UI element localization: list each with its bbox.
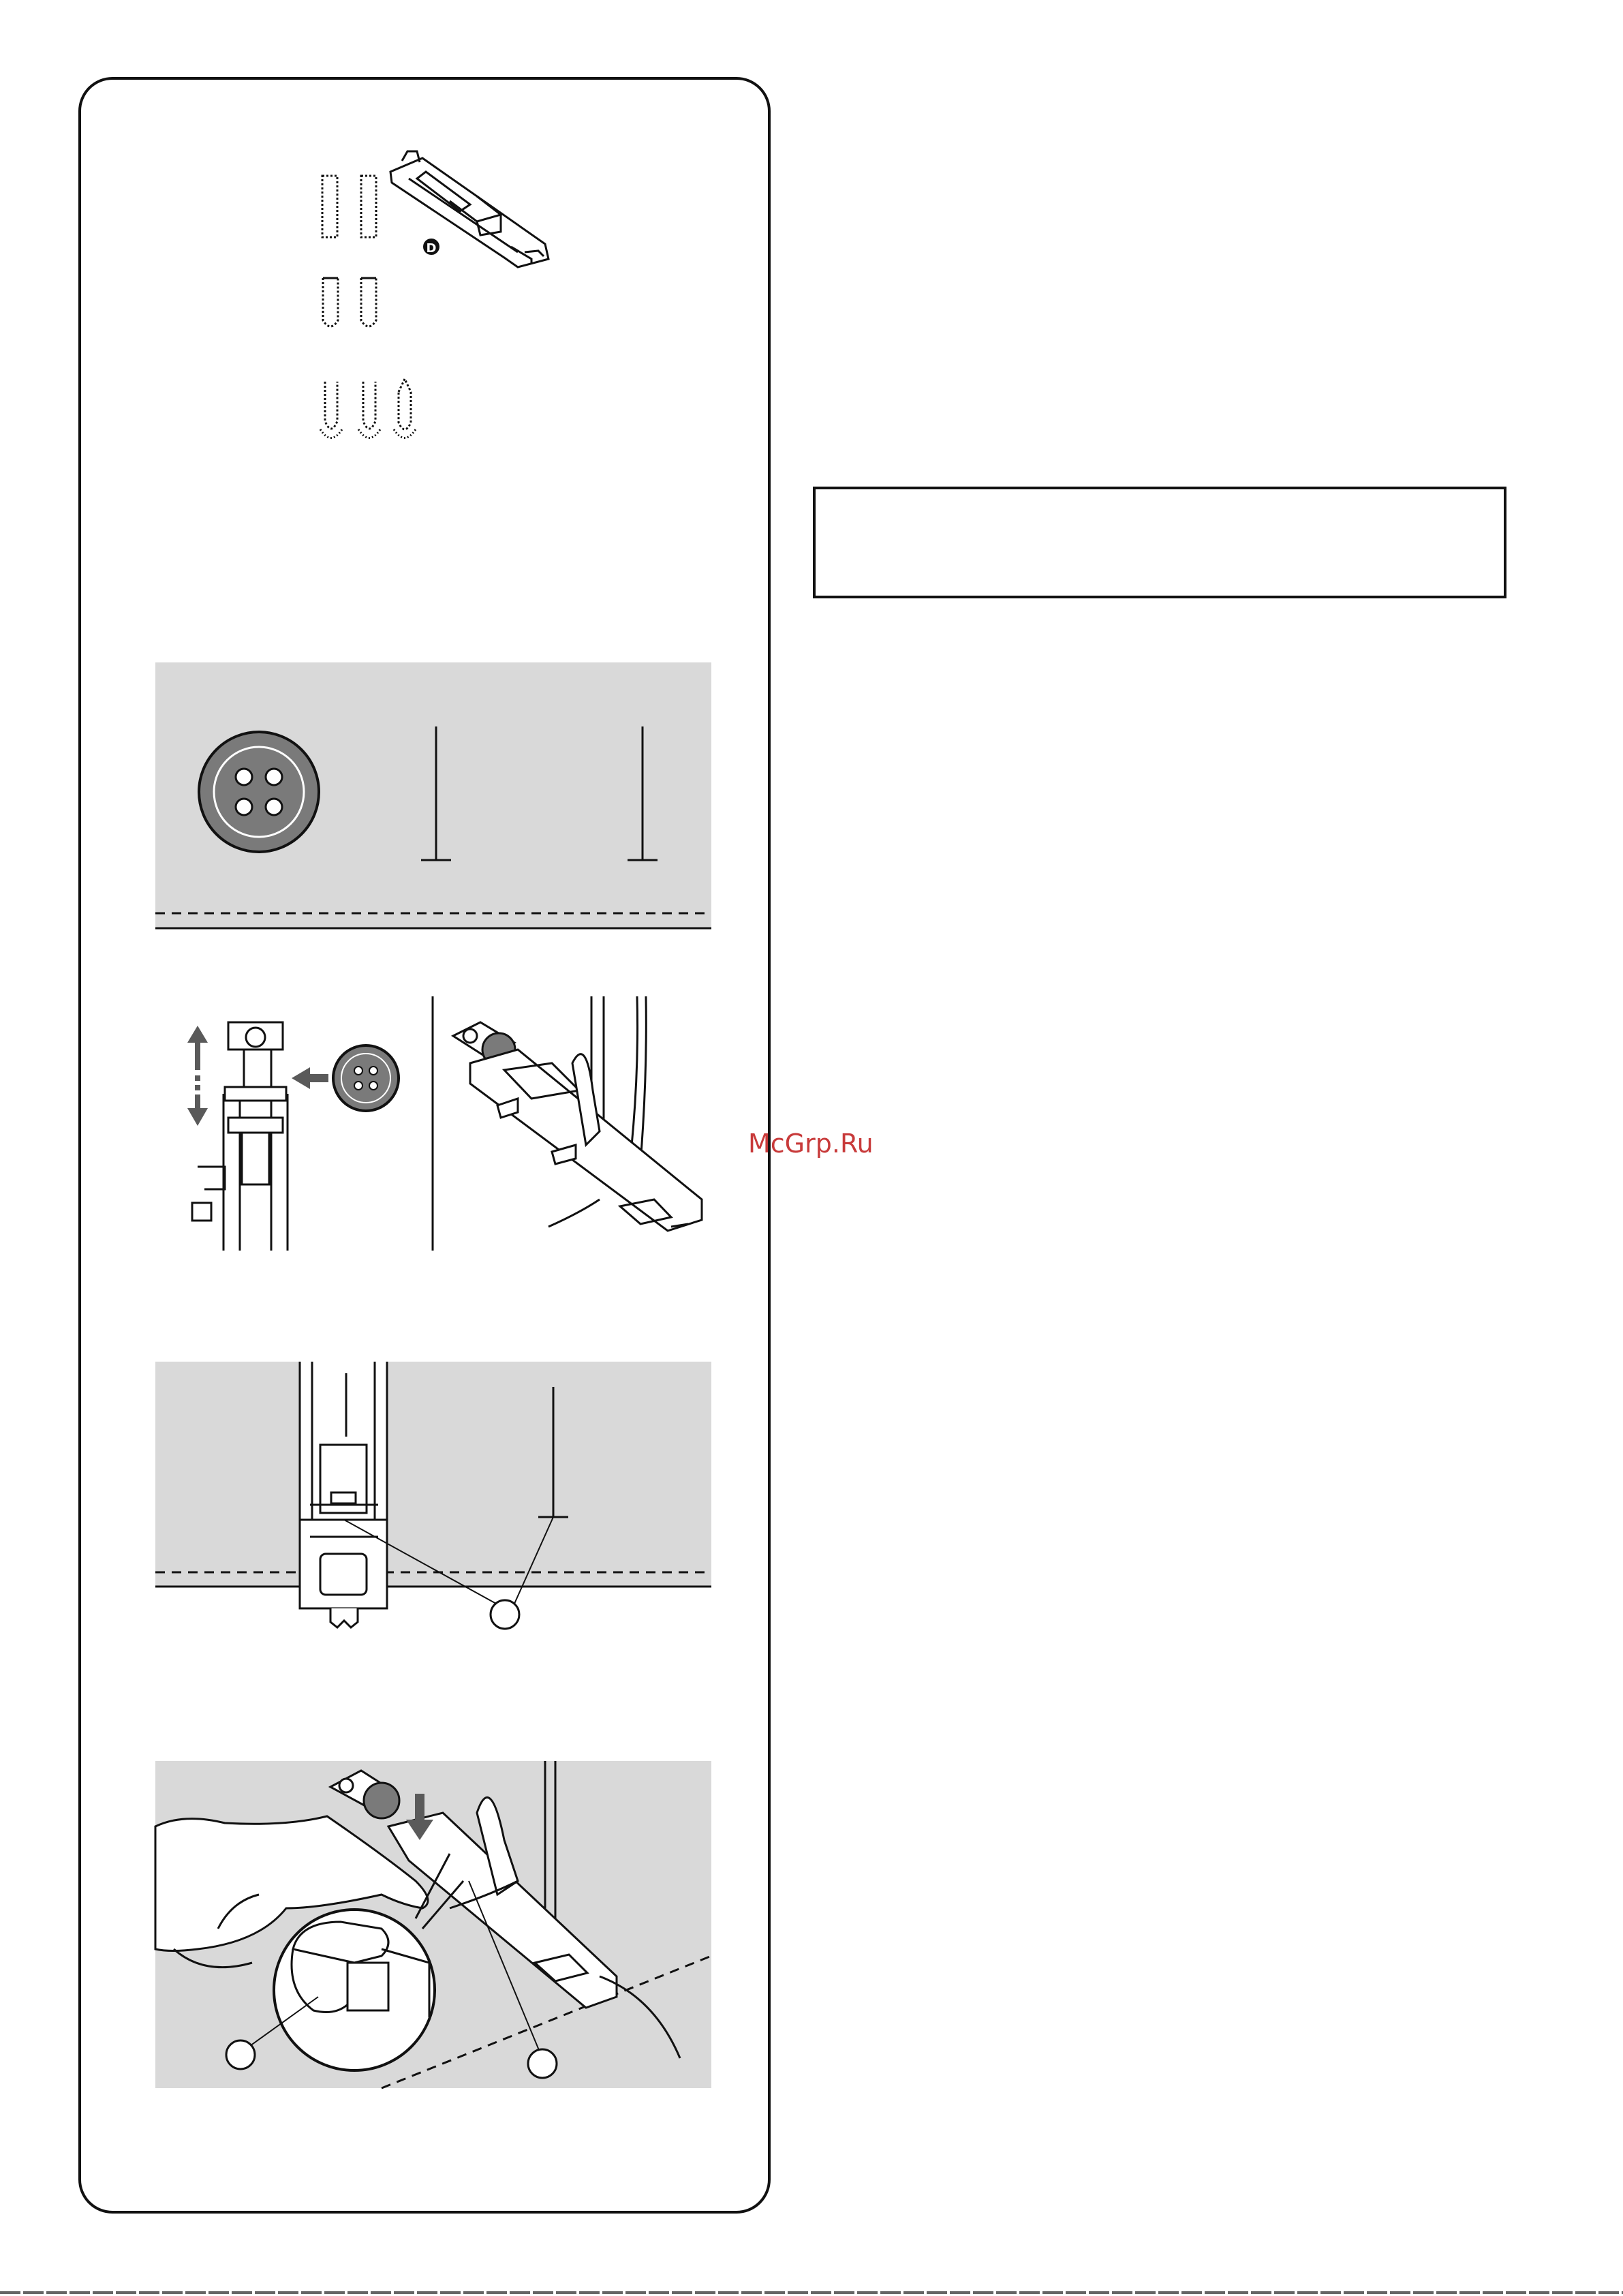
button-insertion-figure [187, 996, 702, 1251]
button-size-figure [155, 662, 711, 928]
small-button [333, 1045, 399, 1111]
button [199, 732, 319, 852]
foot-perspective-view [453, 996, 702, 1231]
buttonhole-style-keyhole-2 [358, 382, 380, 438]
buttonhole-style-round-1 [323, 278, 338, 326]
buttonhole-style-square-2 [361, 176, 376, 237]
insert-arrow-icon [292, 1067, 328, 1089]
fabric-swatch-2 [155, 1362, 711, 1587]
bottom-rule [0, 2291, 1623, 2294]
buttonhole-foot-d [390, 151, 548, 267]
buttonhole-lever-figure [155, 1761, 711, 2088]
buttonhole-style-keyhole-3 [394, 379, 416, 438]
watermark: McGrp.Ru [748, 1129, 874, 1159]
callout-circle-b [226, 2040, 255, 2069]
buttonhole-styles-figure [320, 151, 548, 438]
up-down-arrow-icon [187, 1026, 208, 1126]
buttonhole-style-round-2 [361, 278, 376, 326]
foot-side-view [192, 1022, 288, 1251]
callout-circle-c [528, 2049, 557, 2078]
foot-d-label: D [426, 241, 437, 256]
foot-top-view [300, 1362, 387, 1627]
buttonhole-style-square-1 [322, 176, 337, 237]
callout-circle-a [491, 1600, 519, 1629]
foot-alignment-figure [155, 1362, 711, 1629]
buttonhole-style-keyhole-1 [320, 382, 342, 438]
